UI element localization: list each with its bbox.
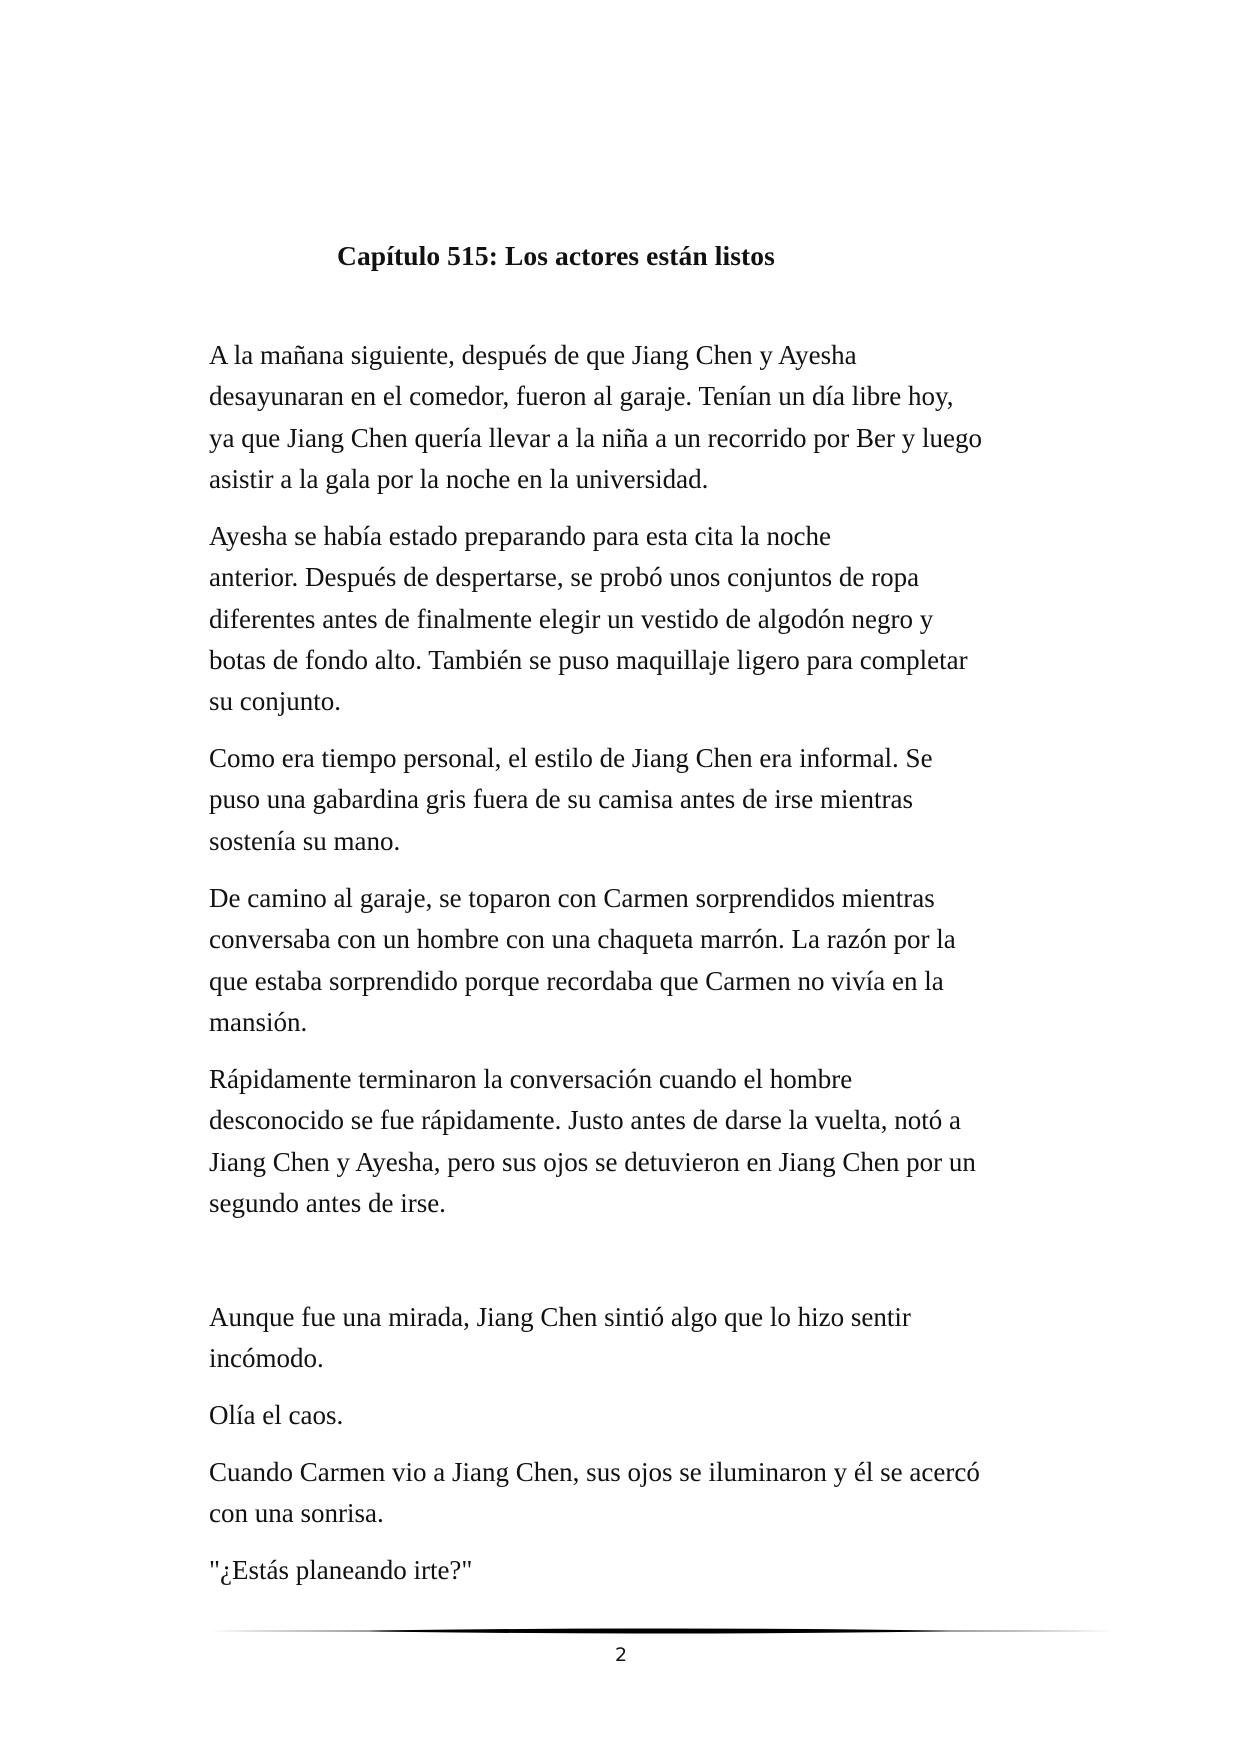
paragraph-text: Rápidamente terminaron la conversación cuando el hombre desconocido se fue rápidamente. Justo antes de darse la vuelta, notó a Jiang Chen y Ayesha, pero sus ojos se detuvieron en Jiang Chen por un segundo antes de irse. xyxy=(209,1064,976,1218)
paragraph-text: Ayesha se había estado preparando para esta cita la noche anterior. Después de despertarse, se probó unos conjuntos de ropa diferentes antes de finalmente elegir un vestido de algodón negro y botas de fondo alto. También se puso maquillaje ligero para completar su conjunto. xyxy=(209,521,968,717)
footer-divider-rule xyxy=(209,1626,1113,1636)
body-paragraph-7 xyxy=(209,1395,1079,1436)
paragraph-text: Cuando Carmen vio a Jiang Chen, sus ojos se iluminaron y él se acercó con una sonrisa. xyxy=(209,1457,980,1529)
body-paragraph-5 xyxy=(209,1059,1079,1224)
paragraph-text: "¿Estás planeando irte?" xyxy=(209,1555,473,1585)
body-paragraph-8 xyxy=(209,1452,1079,1535)
body-paragraph-4 xyxy=(209,878,1079,1043)
chapter-title: Capítulo 515: Los actores están listos xyxy=(337,240,775,271)
page-number: 2 xyxy=(614,1644,628,1666)
paragraph-text: Olía el caos. xyxy=(209,1400,344,1430)
body-paragraph-9 xyxy=(209,1550,1079,1591)
body-paragraph-1 xyxy=(209,335,1079,500)
paragraph-text: Como era tiempo personal, el estilo de Jiang Chen era informal. Se puso una gabardina gris fuera de su camisa antes de irse mientras sostenía su mano. xyxy=(209,743,933,856)
paragraph-text: De camino al garaje, se toparon con Carmen sorprendidos mientras conversaba con un hombre con una chaqueta marrón. La razón por la que estaba sorprendido porque recordaba que Carmen no vivía en la mansión. xyxy=(209,883,956,1037)
paragraph-text: A la mañana siguiente, después de que Jiang Chen y Ayesha desayunaran en el comedor, fueron al garaje. Tenían un día libre hoy, ya que Jiang Chen quería llevar a la niña a un recorrido por Ber y luego asistir a la gala por la noche en la universidad. xyxy=(209,340,982,494)
body-paragraph-2 xyxy=(209,516,1079,722)
body-paragraph-3 xyxy=(209,738,1079,862)
body-paragraph-6 xyxy=(209,1297,1079,1380)
paragraph-text: Aunque fue una mirada, Jiang Chen sintió algo que lo hizo sentir incómodo. xyxy=(209,1302,911,1374)
